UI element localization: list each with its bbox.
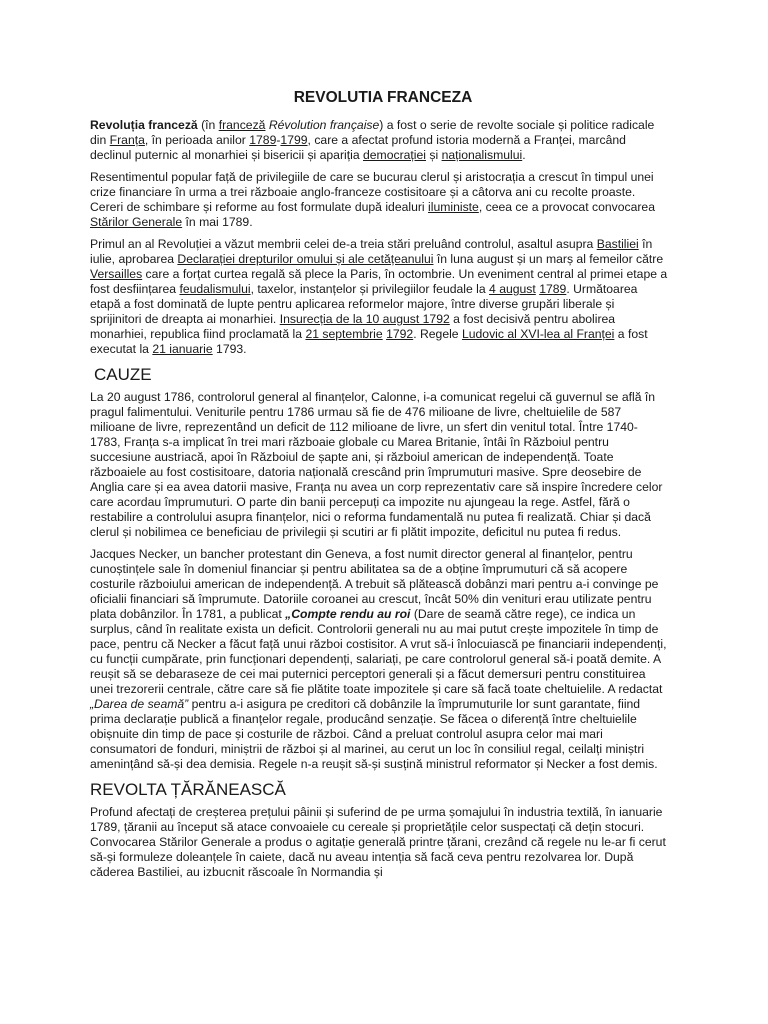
paragraph: Revoluția franceză (în franceză Révolution française) a fost o serie de revolte sociale și politice radicale din Franța, în perioada anilor 1789-1799, care a afectat profund istoria modernă a Franței, marcând declinul puternic al monarhiei și bisericii și apariția democrației și naționalismului. — [90, 118, 655, 162]
paragraph: Jacques Necker, un bancher protestant din Geneva, a fost numit director general al finanțelor, pentru cunoștințele sale în domeniul financiar și pentru abilitatea sa de a obține împrumuturi că să acopere costurile războiului american de independență. A trebuit să plătească dobânzi mari pentru a-i convinge pe oficialii financiari să împrumute. Datoriile coroanei au crescut, încât 50% din venituri erau utilizate pentru plata dobânzilor. În 1781, a publicat „Compte rendu au roi (Dare de seamă către rege), ce indica un surplus, când în realitate exista un deficit. Controlorii generali nu au mai putut crește impozitele în timp de pace, pentru că Necker a făcut față unui război costisitor. A vrut să-i înlocuiască pe financiarii independenți, cu funcții cumpărate, prin funcționari dependenți, salariați, pe care controlorul general să-i poată demite. A reușit să se debaraseze de cei mai puternici perceptori generali și a făcut demersuri pentru constituirea unei trezorerii centrale, către care să fie plătite toate impozitele și care să facă toate cheltuielile. A redactat „Darea de seamă” pentru a-i asigura pe creditori că dobânzile la împrumuturile lor sunt garantate, fiind prima declarație publică a finanțelor regale, producând senzație. Se făcea o diferență între cheltuielile obișnuite din timp de pace și costurile de război. Când a preluat controlul asupra celor mai mari consumatori de fonduri, miniștrii de război și al marinei, au cerut un loc în consiliul regal, ceilalți miniștri amenințând să-și dea demisia. Regele n-a reușit să-și susțină ministrul reformator și Necker a fost demis. — [90, 547, 667, 771]
wiki-link[interactable]: Ludovic al XVI-lea al Franței — [461, 327, 615, 341]
wiki-link[interactable]: feudalismului — [179, 282, 251, 296]
paragraph: Resentimentul popular față de privilegiile de care se bucurau clerul și aristocrația a crescut în timpul unei crize financiare în urma a trei războaie anglo-franceze costisitoare și a câtorva ani cu recolte proaste. Cereri de schimbare și reforme au fost formulate după idealuri iluministe, ceea ce a provocat convocarea Stărilor Generale în mai 1789. — [90, 170, 655, 229]
wiki-link[interactable]: naționalismului — [441, 148, 523, 162]
wiki-link[interactable]: democrației — [363, 148, 426, 162]
document-title: REVOLUTIA FRANCEZA — [293, 89, 473, 106]
wiki-link[interactable]: 1789 — [539, 282, 567, 296]
revolta-section — [90, 805, 668, 880]
wiki-link[interactable]: 1799 — [280, 133, 308, 147]
wiki-link[interactable]: 4 august — [489, 282, 536, 296]
paragraph: Profund afectați de creșterea prețului pâinii și suferind de pe urma șomajului în industria textilă, în ianuarie 1789, țăranii au început să atace convoaiele cu cereale și proprietățile celor suspectați că dețin stocuri. Convocarea Stărilor Generale a produs o agitație generală printre țărani, crezând că regele nu le-ar fi cerut să-și formuleze doleanțele în caiete, dacă nu aveau intenția să facă ceva pentru rezolvarea lor. După căderea Bastiliei, au izbucnit răscoale în Normandia și — [90, 805, 666, 879]
wiki-link[interactable]: iluministe — [428, 200, 479, 214]
wiki-link[interactable]: Stărilor Generale — [90, 215, 183, 229]
wiki-link[interactable]: 21 ianuarie — [152, 342, 213, 356]
intro-section — [90, 118, 668, 357]
wiki-link[interactable]: Bastiliei — [596, 237, 639, 251]
wiki-link[interactable]: 1789 — [249, 133, 277, 147]
document-page — [90, 88, 668, 887]
paragraph: Primul an al Revoluției a văzut membrii celei de-a treia stări preluând controlul, asaltul asupra Bastiliei în iulie, aprobarea Declarației drepturilor omului și ale cetățeanului în luna august și un marș al femeilor către Versailles care a forțat curtea regală să plece la Paris, în octombrie. Un eveniment central al primei etape a fost desființarea feudalismului, taxelor, instanțelor și privilegiilor feudale la 4 august 1789. Următoarea etapă a fost dominată de lupte pentru aplicarea reformelor majore, între diverse grupări liberale și sprijinitori de dreapta ai monarhiei. Insurecția de la 10 august 1792 a fost decisivă pentru abolirea monarhiei, republica fiind proclamată la 21 septembrie 1792. Regele Ludovic al XVI-lea al Franței a fost executat la 21 ianuarie 1793. — [90, 237, 668, 356]
italic-text: Révolution française — [268, 118, 380, 132]
wiki-link[interactable]: Insurecția de la 10 august 1792 — [279, 312, 450, 326]
wiki-link[interactable]: Franța — [109, 133, 145, 147]
bolditalic-text: „Compte rendu au roi — [285, 607, 411, 621]
section-heading-cauze: CAUZE — [94, 365, 152, 384]
wiki-link[interactable]: 1792 — [386, 327, 414, 341]
italic-text: „Darea de seamă” — [90, 697, 189, 711]
wiki-link[interactable]: franceză — [218, 118, 266, 132]
paragraph: La 20 august 1786, controlorul general al finanțelor, Calonne, i-a comunicat regelui că guvernul se află în pragul falimentului. Veniturile pentru 1786 urmau să fie de 476 milioane de livre, cheltuielile de 587 milioane de livre, reprezentând un deficit de 112 milioane de livre, un sfert din venitul total. Între 1740-1783, Franța s-a implicat în trei mari războaie globale cu Marea Britanie, întâi în Războiul pentru succesiune austriacă, apoi în Războiul de șapte ani, și războiul american de independență. Toate războaiele au fost costisitoare, datoria națională crescând prin împrumuturi masive. Spre deosebire de Anglia care și ea avea datorii masive, Franța nu avea un corp reprezentativ care să inspire încredere celor care acordau împrumuturi. O parte din banii percepuți ca impozite nu ajungeau la rege. Astfel, fără o restabilire a controlului asupra finanțelor, nici o reforma fundamentală nu putea fi realizată. Chiar și dacă clerul și nobilimea ce beneficiau de privilegii și scutiri ar fi plătit impozite, deficitul nu putea fi redus. — [90, 390, 663, 539]
wiki-link[interactable]: Versailles — [90, 267, 143, 281]
bold-text: Revoluția franceză — [90, 118, 198, 132]
section-heading-revolta: REVOLTA ȚĂRĂNEASCĂ — [90, 780, 286, 799]
wiki-link[interactable]: Declarației drepturilor omului și ale cetățeanului — [177, 252, 434, 266]
cauze-section — [90, 390, 668, 772]
wiki-link[interactable]: 21 septembrie — [305, 327, 383, 341]
